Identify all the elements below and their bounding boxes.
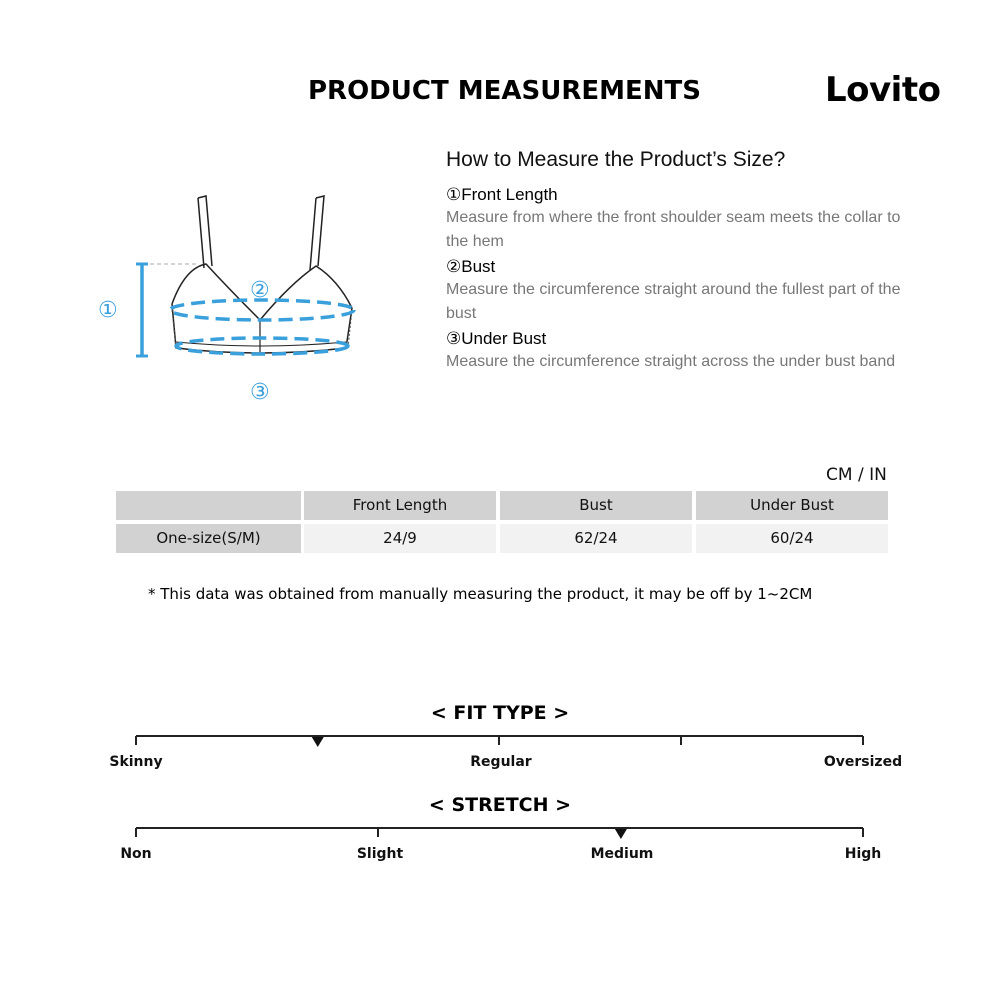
marker-under-bust: ③ (250, 380, 270, 405)
table-cell-under-bust: 60/24 (696, 524, 888, 553)
marker-bust: ② (250, 278, 270, 303)
front-length-heading: ①Front Length (446, 185, 558, 204)
stretch-label-medium: Medium (590, 846, 654, 862)
table-header-front-length: Front Length (304, 491, 496, 520)
bust-heading: ②Bust (446, 257, 496, 276)
under-bust-heading: ③Under Bust (446, 329, 547, 348)
under-bust-description: Measure the circumference straight across the under bust band (446, 353, 896, 370)
stretch-marker (615, 829, 627, 839)
fit-type-title: < FIT TYPE > (430, 702, 570, 724)
table-cell-front-length: 24/9 (304, 524, 496, 553)
front-length-description: Measure from where the front shoulder seam meets the collar to the hem (446, 209, 901, 250)
fit-label-skinny: Skinny (109, 754, 163, 770)
stretch-label-high: High (844, 846, 882, 862)
stretch-title: < STRETCH > (428, 794, 572, 816)
page-title: PRODUCT MEASUREMENTS (308, 76, 701, 106)
stretch-label-non: Non (120, 846, 152, 862)
units-label: CM / IN (826, 465, 887, 485)
fit-type-marker (312, 737, 324, 747)
bust-description: Measure the circumference straight around the fullest part of the bust (446, 281, 901, 322)
table-header-under-bust: Under Bust (696, 491, 888, 520)
fit-label-oversized: Oversized (823, 754, 903, 770)
marker-front-length: ① (98, 298, 118, 323)
table-header-bust: Bust (500, 491, 692, 520)
fit-label-regular: Regular (470, 754, 532, 770)
brand-logo: Lovito (825, 70, 941, 110)
table-cell-bust: 62/24 (500, 524, 692, 553)
stretch-label-slight: Slight (356, 846, 404, 862)
how-to-title: How to Measure the Product’s Size? (446, 148, 786, 171)
table-row-size: One-size(S/M) (116, 524, 301, 553)
measurement-note: * This data was obtained from manually measuring the product, it may be off by 1~2CM (148, 585, 813, 603)
